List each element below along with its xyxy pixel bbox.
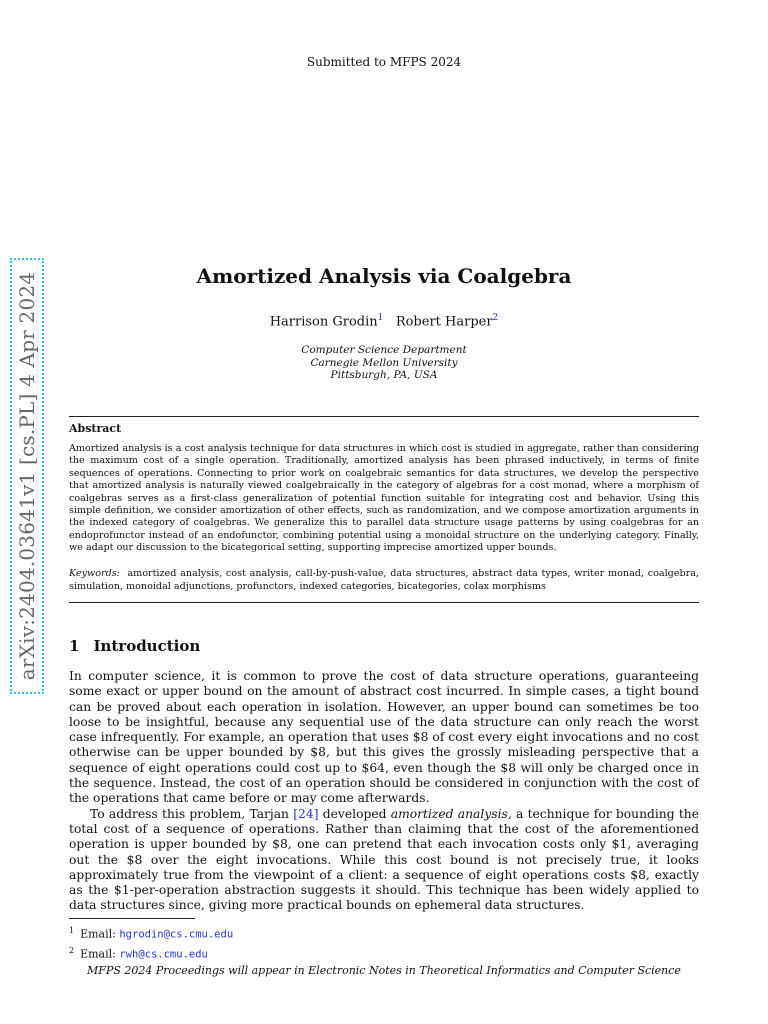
footnote — [69, 943, 233, 963]
keywords — [69, 568, 699, 593]
section-number: 1 — [69, 637, 80, 655]
email-link[interactable]: rwh@cs.cmu.edu — [119, 948, 208, 961]
header-note: Submitted to MFPS 2024 — [306, 55, 462, 69]
author-name: Harrison Grodin — [269, 314, 378, 330]
footnotes — [69, 923, 233, 962]
footnote-rule — [69, 918, 195, 919]
author-footnote-mark[interactable]: 2 — [492, 313, 499, 323]
emphasis: amortized analysis — [390, 806, 508, 821]
keywords-label: Keywords: — [69, 568, 120, 579]
affiliation-line: Carnegie Mellon University — [310, 356, 458, 369]
author-name: Robert Harper — [395, 314, 493, 330]
paper-title: Amortized Analysis via Coalgebra — [196, 264, 572, 288]
author-footnote-mark[interactable]: 1 — [377, 313, 384, 323]
email-link[interactable]: hgrodin@cs.cmu.edu — [119, 928, 234, 941]
citation-link[interactable]: [24] — [293, 806, 319, 821]
footnote-mark: 1 — [69, 926, 75, 935]
footnote — [69, 923, 233, 943]
arxiv-id: arXiv:2404.03641v1 [cs.PL] 4 Apr 2024 — [15, 271, 39, 681]
abstract-heading: Abstract — [69, 422, 122, 435]
affiliation-line: Computer Science Department — [301, 344, 467, 356]
paragraph: In computer science, it is common to prove the cost of data structure operations, guaranteeing some exact or upper bound on the amount of abstract cost incurred. In simple cases, a tight bound can be proved about each operation in isolation. However, an upper bound can sometimes be too loose to be insightful, because any sequential use of the data structure can only reach the worst case infrequently. For example, an operation that uses $8 of cost every eight invocations and no cost otherwise can be upper bounded by $8, but this gives the grossly misleading perspective that a sequence of eight operations could cost up to $64, even though the $8 will only be charged once in the sequence. Instead, the cost of an operation should be considered in conjunction with the cost of the operations that came before or may come afterwards. — [69, 669, 699, 806]
abstract-bottom-rule — [69, 602, 699, 603]
footnote-mark: 2 — [69, 945, 75, 955]
section-heading — [69, 637, 200, 655]
footnote-label: Email: — [80, 947, 116, 961]
paragraph: To address this problem, Tarjan [24] developed amortized analysis, a technique for bounding the total cost of a sequence of operations. Rather than claiming that the cost of the aforementioned operation is upper bounded by $8, one can pretend that each invocation costs only $1, averaging out the $8 over the eight invocations. While this cost bound is not precisely true, it looks approximately true from the viewpoint of a client: a sequence of eight operations costs $8, exactly as the $1-per-operation abstraction suggests it should. This technique has been widely applied to data structures since, giving more practical bounds on ephemeral data structures. — [69, 806, 700, 913]
affiliation — [0, 344, 768, 382]
footnote-label: Email: — [80, 927, 116, 941]
section-title: Introduction — [93, 637, 201, 655]
abstract-text: Amortized analysis is a cost analysis technique for data structures in which cost is studied in aggregate, rather than considering the maximum cost of a single operation. Traditionally, amortized analysis has been phrased inductively, in terms of finite sequences of operations. Connecting to prior work on coalgebraic semantics for data structures, we develop the perspective that amortized analysis is naturally viewed coalgebraically in the category of algebras for a cost monad, where a morphism of coalgebras serves as a first-class generalization of potential function suitable for integrating cost and behavior. Using this simple definition, we consider amortization of other effects, such as randomization, and we compose amortization arguments in the indexed category of coalgebras. We generalize this to parallel data structure usage patterns by using coalgebras for an endoprofunctor instead of an endofunctor, combining potential using a monoidal structure on the underlying category. Finally, we adapt our discussion to the bicategorical setting, supporting imprecise amortized upper bounds. — [69, 443, 699, 554]
author-list — [0, 313, 768, 329]
keywords-text: amortized analysis, cost analysis, call-by-push-value, data structures, abstract data types, writer monad, coalgebra, simulation, monoidal adjunctions, profunctors, indexed categories, bicategories, colax morphisms — [69, 568, 699, 592]
abstract-top-rule — [69, 416, 699, 417]
page-footer: MFPS 2024 Proceedings will appear in Electronic Notes in Theoretical Informatics and Computer Science — [87, 964, 681, 977]
affiliation-line: Pittsburgh, PA, USA — [330, 369, 438, 381]
body-text — [69, 669, 699, 914]
